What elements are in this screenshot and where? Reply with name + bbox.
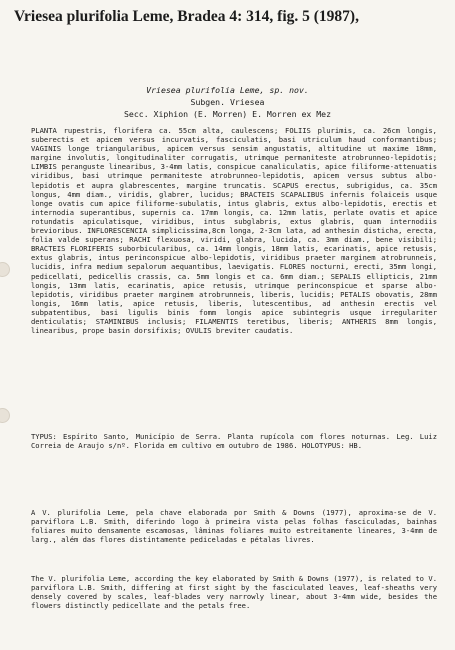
subgenus: Subgen. Vriesea <box>190 97 265 107</box>
latin-description: PLANTA rupestris, florifera ca. 55cm alta, caulescens; FOLIIS plurimis, ca. 26cm longis, suberectis et apicem versus incurvatis, fasciculatis, basi utriculum haud conformantibus; VAGINIS longe triangularibus, apicem versus sensim angustatis, altitudine ut maxime 18mm, margine involutis, longitudinaliter corrugatis, utrimque permaniteste atrobrunneo-lepidotis; LIMBIS peranguste linearibus, 3-4mm latis, conspicue canaliculatis, apice filiforme-attenuatis viridibus, basi utrimque permaniteste atrobrunneo-lepidotis, apicem versus subtus albo-lepidotis et aupra glabrescentes, margine truncatis. SCAPUS erectus, subrigidus, ca. 35cm longus, 4mm diam., viridis, glabrer, lucidus; BRACTEIS SCAPALIBUS infernis folaiceis usque longe ovatis cum apice filiforme-subulatis, intus glabris, extus albo-lepidotis, erectis et internodia superantibus, supernis ca. 17mm longis, ca. 12mm latis, perlate ovatis et apice rotundatis apiculatisque, viridibus, intus subglabris, extus glabris, quam internodiis brevioribus. INFLORESCENCIA simplicissima,8cm longa, 2-3cm lata, ad anthesin disticha, erecta, folia valde superans; RACHI flexuosa, viridi, glabra, lucida, ca. 3mm diam., bene visibili; BRACTEIS FLORIFERIS suborbicularibus, ca. 14mm longis, 18mm latis, ecarinatis, apice retusis, extus glabris, intus perinconspicue albo-lepidotis, viridibus praeter marginem atrobrunneis, lucidis, infra medium sepalorum aequantibus, laevigatis. FLORES nocturni, erecti, 35mm longi, pedicellati, pedicellis crassis, ca. 5mm longis et ca. 6mm diam.; SEPALIS ellipticis, 21mm longis, 13mm latis, ecarinatis, apice retusis, utrimque perinconspicue et sparse albo-lepidotis, viridibus praeter marginem atrobrunneis, liberis, lucidis; PETALIS obovatis, 28mm longis, 16mm latis, apice retusis, liberis, lutescentibus, ad anthesin erectis vel subpatentibus, basi ligulis binis fomm longis apice subintegris usque irregulariter denticulatis; STAMINIBUS inclusis; FILAMENTIS teretibus, liberis; ANTHERIS 8mm longis, linearibus, prope basin dorsifixis; OVULIS breviter caudatis. <box>31 126 437 336</box>
citation-line: Vriesea plurifolia Leme, Bradea 4: 314, fig. 5 (1987), <box>14 8 359 25</box>
punch-hole-top <box>0 262 10 277</box>
section: Secc. Xiphion (E. Morren) E. Morren ex Mez <box>123 109 332 119</box>
punch-hole-bottom <box>0 408 10 423</box>
types-paragraph: TYPUS: Espírito Santo, Município de Serra. Planta rupícola com flores noturnas. Leg. Luiz Correia de Araujo s/nº. Florida em cultivo em outubro de 1986. HOLOTYPUS: HB. <box>31 432 437 451</box>
portuguese-paragraph: A V. plurifolia Leme, pela chave elaborada por Smith & Downs (1977), aproxima-se de V. parviflora L.B. Smith, diferindo logo à primeira vista pelas folhas fasciculadas, bainhas foliares muito densamente escamosas, lâminas foliares muito estreitamente lineares, 3-4mm de larg., além das flores distintamente pediceladas e pétalas livres. <box>31 508 437 545</box>
citation-header <box>14 7 444 27</box>
species-name: Vriesea plurifolia Leme, sp. nov. <box>146 85 309 95</box>
species-title-block <box>0 84 455 120</box>
english-paragraph: The V. plurifolia Leme, according the key elaborated by Smith & Downs (1977), is related to V. parviflora L.B. Smith, differing at first sight by the fasciculated leaves, leaf-sheaths very densely covered by scales, leaf-blades very narrowly linear, about 3-4mm wide, besides the flowers distinctly pedicellate and the petals free. <box>31 574 437 611</box>
